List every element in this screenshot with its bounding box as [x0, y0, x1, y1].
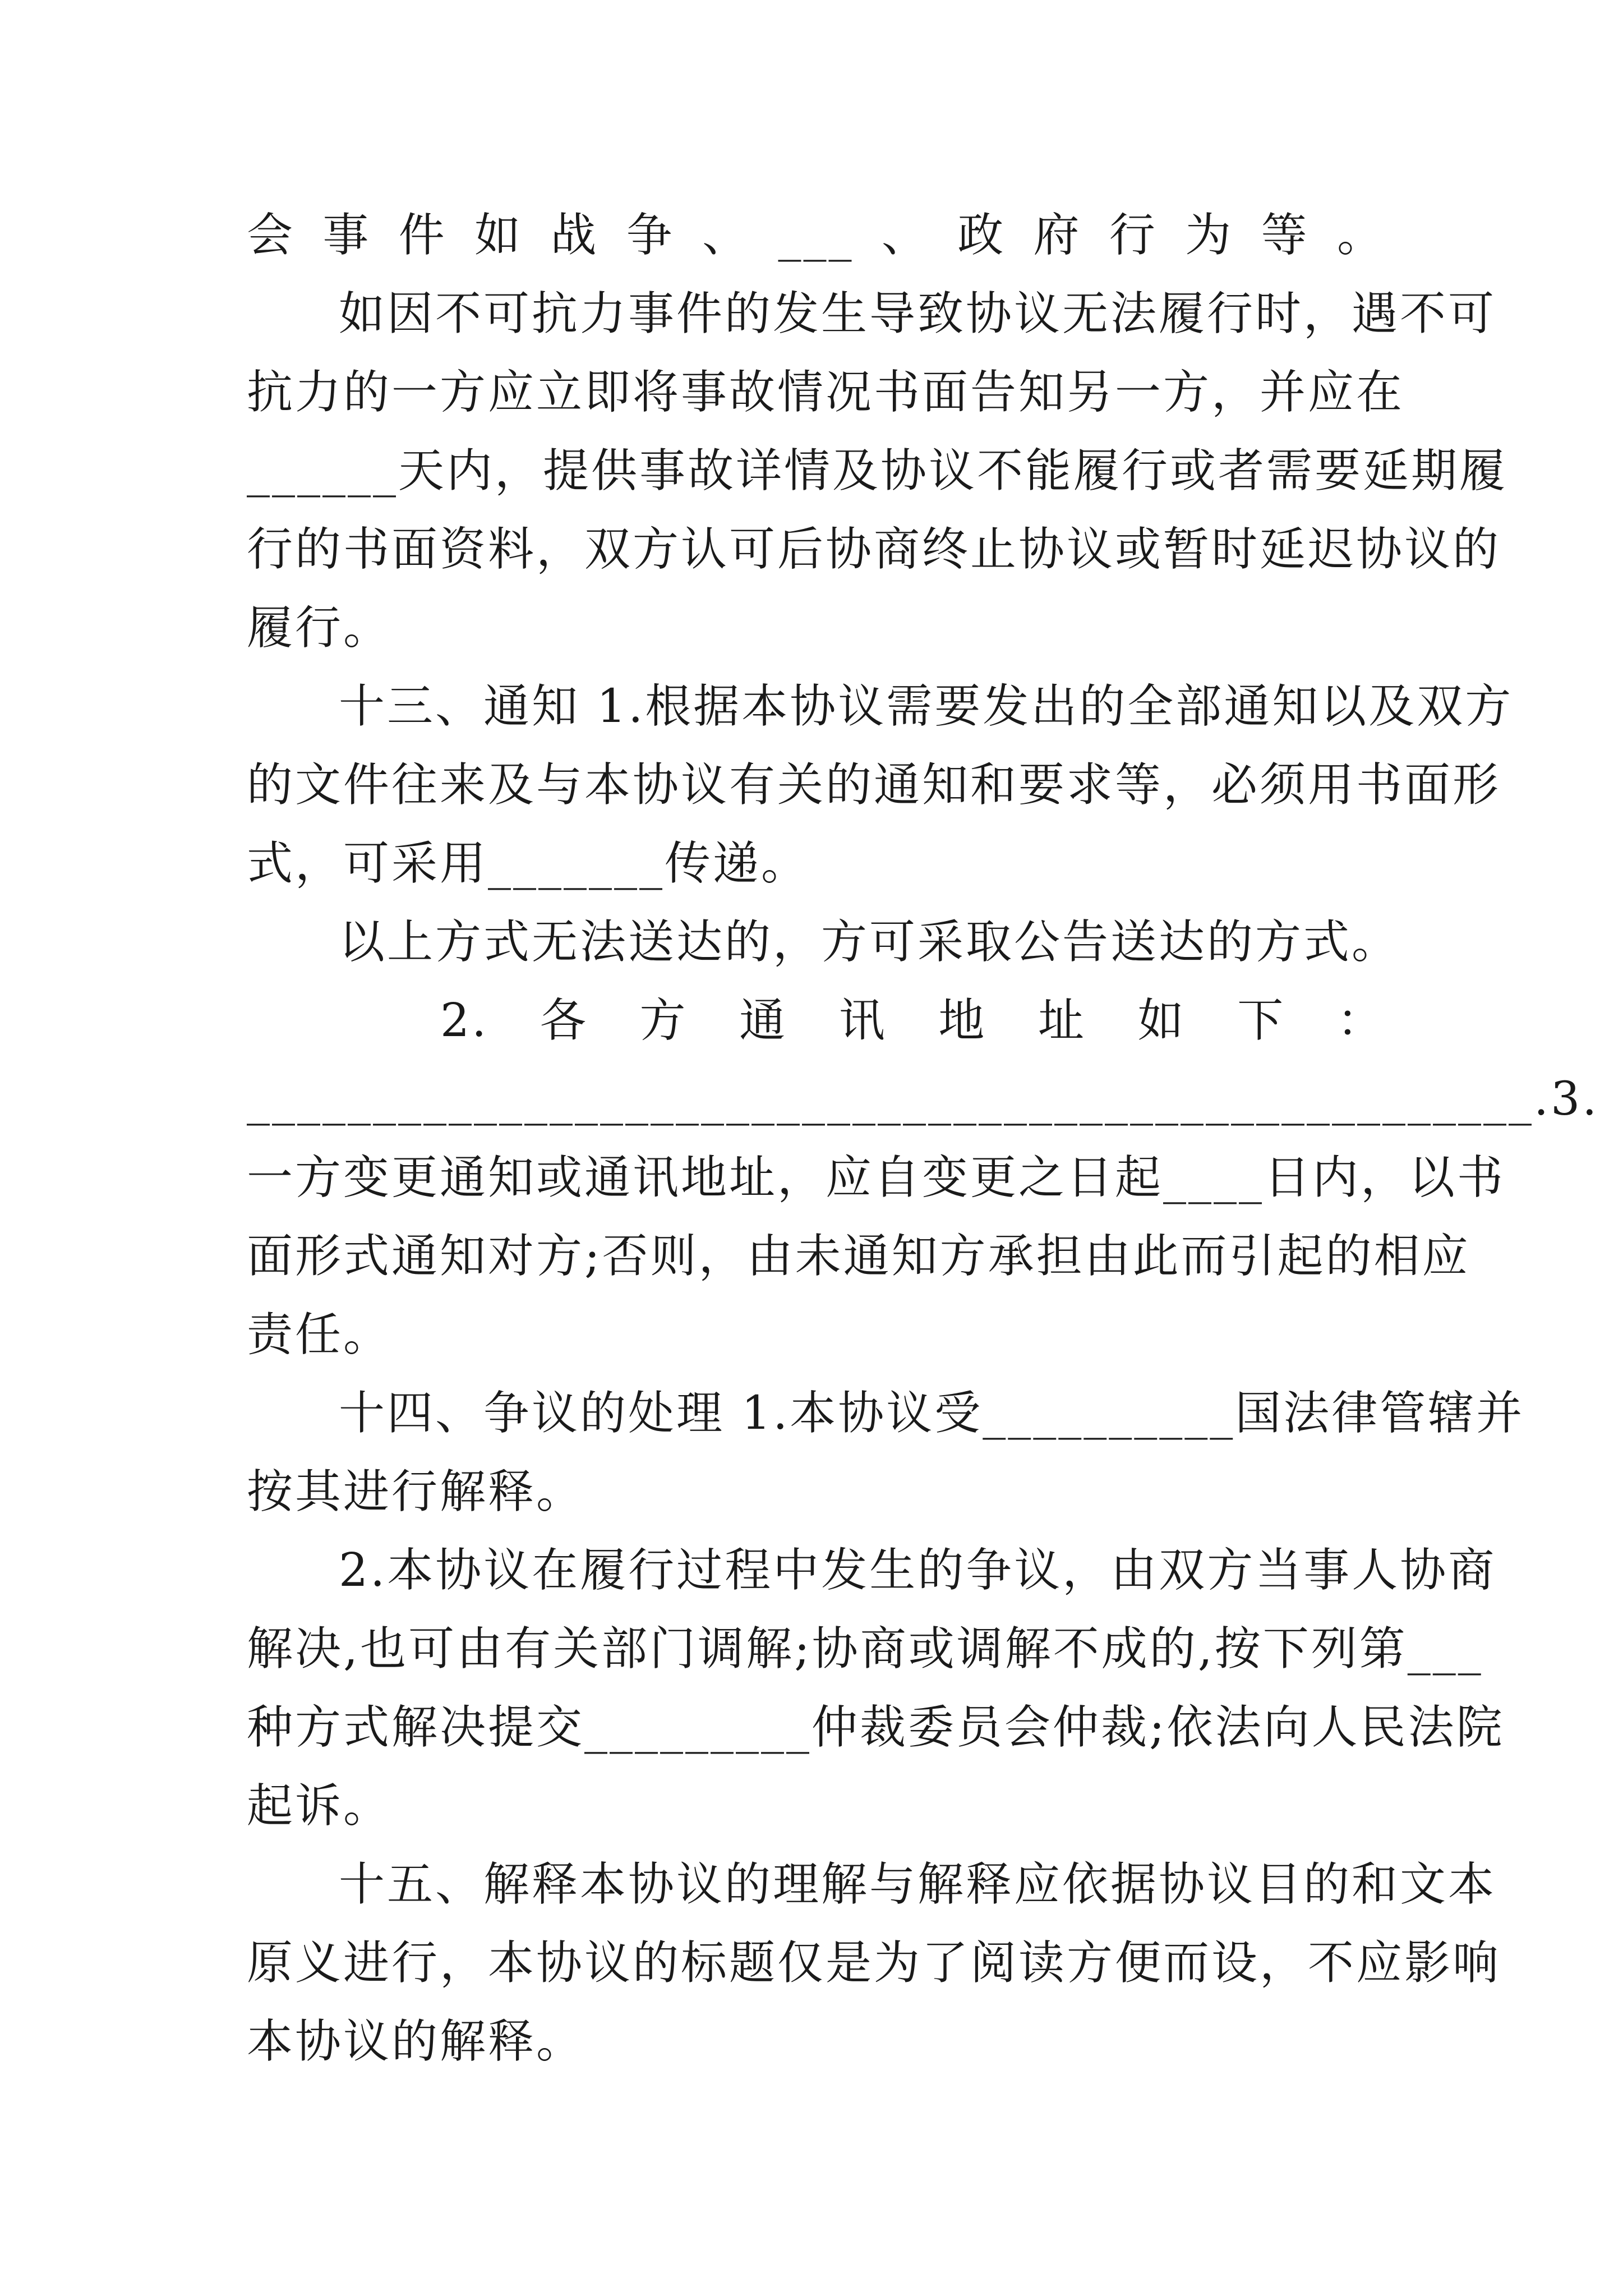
text-line: 履行。	[247, 601, 392, 655]
text-line: 抗力的一方应立即将事故情况书面告知另一方，并应在	[247, 366, 1405, 419]
section-13-heading-line: 十三、通知 1.根据本协议需要发出的全部通知以及双方	[339, 680, 1514, 733]
text-line: 解决,也可由有关部门调解;协商或调解不成的,按下列第___	[247, 1622, 1483, 1676]
address-blank-line: ___________________________________________________.3.	[247, 1073, 1599, 1126]
address-char: 方	[639, 994, 688, 1047]
text-line: 行的书面资料，双方认可后协商终止协议或暂时延迟协议的	[247, 523, 1501, 576]
text-line: ______天内，提供事故详情及协议不能履行或者需要延期履	[247, 444, 1508, 498]
paragraph-first-line: 以上方式无法送达的，方可采取公告送达的方式。	[339, 915, 1400, 969]
text-line: 本协议的解释。	[247, 2015, 585, 2068]
paragraph-first-line: 如因不可抗力事件的发生导致协议无法履行时，遇不可	[339, 287, 1497, 341]
text-line: 的文件往来及与本协议有关的通知和要求等，必须用书面形	[247, 758, 1501, 812]
address-char: 各	[540, 994, 588, 1047]
address-char: 2.	[440, 994, 489, 1047]
text-line: 会事件如战争、___、政府行为等。	[247, 209, 1385, 262]
address-char: 讯	[838, 994, 887, 1047]
text-line: 一方变更通知或通讯地址，应自变更之日起____日内，以书	[247, 1151, 1506, 1204]
address-char: 址	[1038, 994, 1086, 1047]
text-line: 式，可采用_______传递。	[247, 837, 810, 890]
section-14-heading-line: 十四、争议的处理 1.本协议受__________国法律管辖并	[339, 1387, 1525, 1440]
address-char: 如	[1137, 994, 1186, 1047]
section-15-heading-line: 十五、解释本协议的理解与解释应依据协议目的和文本	[339, 1858, 1497, 1911]
address-char: 下	[1237, 994, 1286, 1047]
text-line: 面形式通知对方;否则，由未通知方承担由此而引起的相应	[247, 1230, 1470, 1283]
text-line: 按其进行解释。	[247, 1465, 585, 1519]
address-char: ：	[1336, 994, 1385, 1047]
text-line: 责任。	[247, 1308, 392, 1361]
address-heading-line	[440, 993, 1385, 1071]
text-line: 种方式解决提交_________仲裁委员会仲裁;依法向人民法院	[247, 1701, 1505, 1754]
text-line: 起诉。	[247, 1779, 392, 1833]
text-line: 原义进行，本协议的标题仅是为了阅读方便而设，不应影响	[247, 1936, 1501, 1990]
address-char: 通	[739, 994, 788, 1047]
paragraph-first-line: 2.本协议在履行过程中发生的争议，由双方当事人协商	[339, 1544, 1497, 1597]
address-char: 地	[938, 994, 987, 1047]
